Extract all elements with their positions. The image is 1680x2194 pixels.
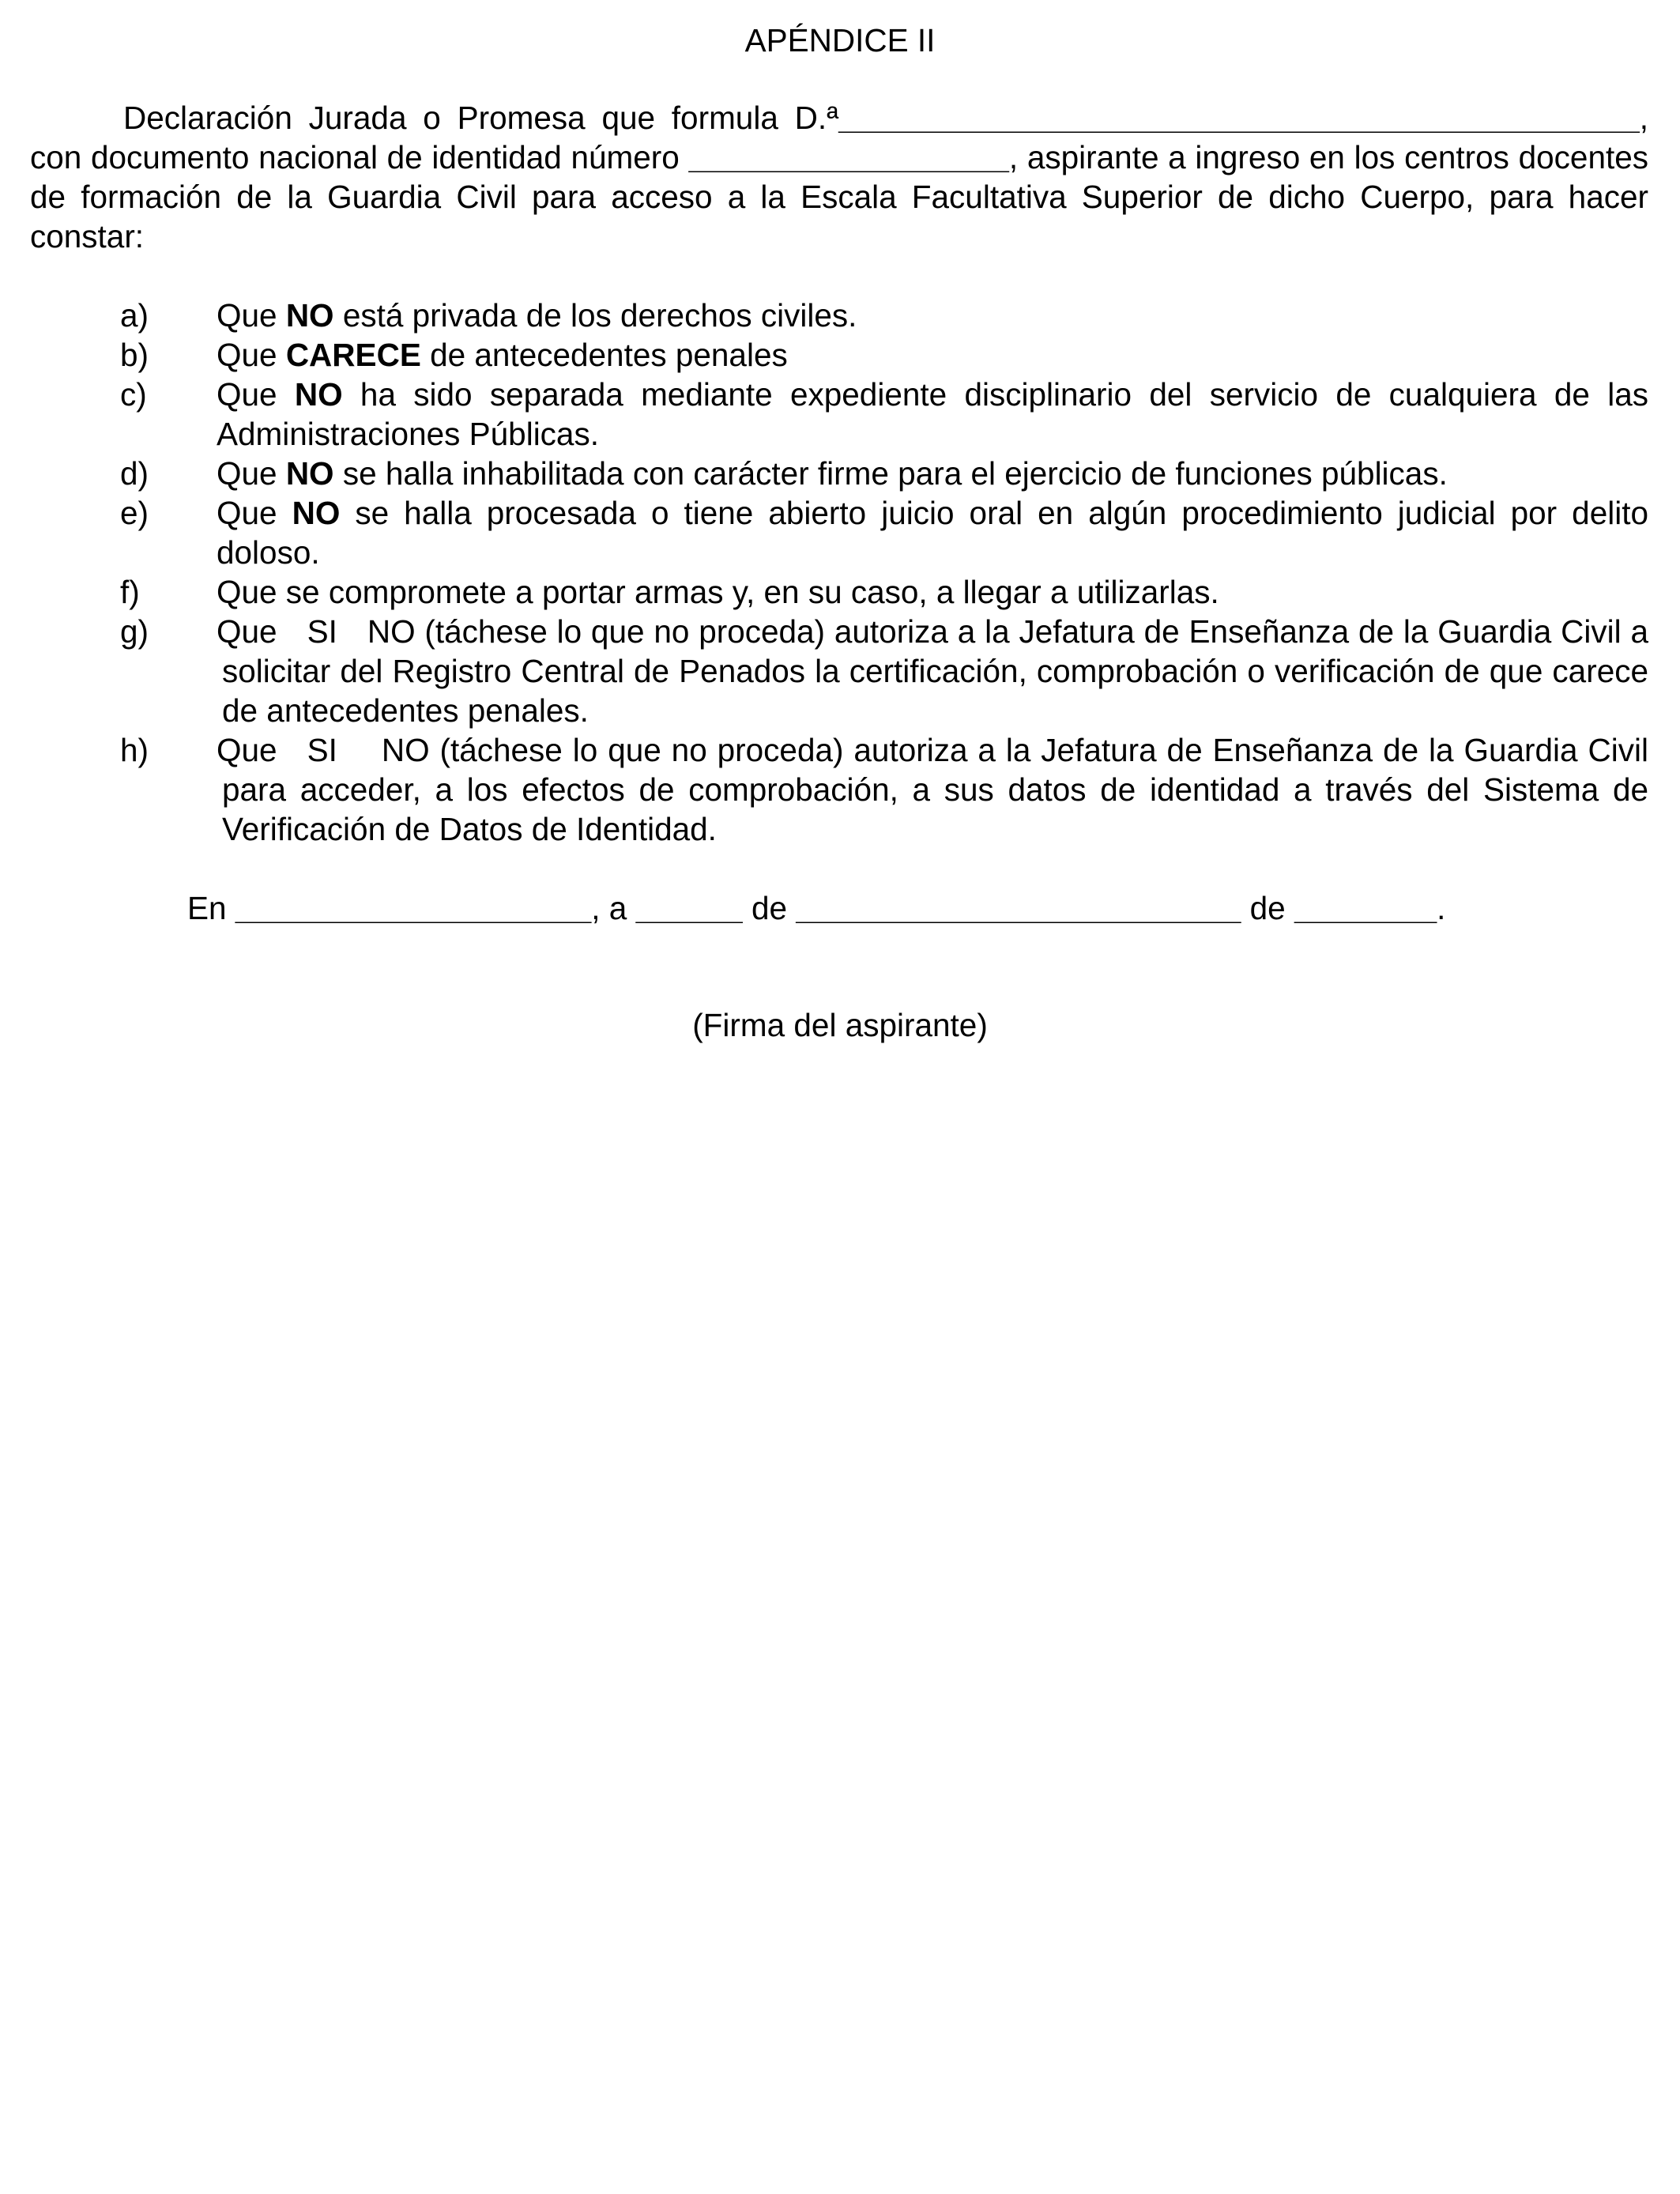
- place-blank-field[interactable]: ____________________: [235, 890, 592, 926]
- declaration-item-e: e) Que NO se halla procesada o tiene abierto juicio oral en algún procedimiento judicial por delito doloso.: [120, 495, 1648, 571]
- declaration-item-f: f) Que se compromete a portar armas y, en su caso, a llegar a utilizarlas.: [120, 574, 1219, 610]
- item-marker: d): [120, 455, 149, 492]
- item-emphasis: CARECE: [285, 337, 421, 373]
- name-blank-field[interactable]: _____________________________________________: [838, 100, 1640, 136]
- declaration-item-b: b) Que CARECE de antecedentes penales: [120, 337, 788, 373]
- intro-text-3: , aspirante a ingreso en los centros docentes de formación de la Guardia Civil para acceso a la Escala Facultativa Superior de dicho Cuerpo, para hacer constar:: [30, 139, 1648, 254]
- place-date-line: En ____________________, a ______ de _________________________ de ________.: [187, 890, 1446, 926]
- declaration-item-d: d) Que NO se halla inhabilitada con carácter firme para el ejercicio de funciones públicas.: [120, 455, 1448, 492]
- item-marker: g): [120, 613, 149, 650]
- item-marker: a): [120, 297, 149, 334]
- declaration-item-g: g) Que SI NO (táchese lo que no proceda) autoriza a la Jefatura de Enseñanza de la Guardia Civil a solicitar del Registro Central de Penados la certificación, comprobación o verificación de que carece de antecedentes penales.: [120, 613, 1648, 729]
- item-emphasis: NO: [285, 297, 334, 334]
- item-marker: h): [120, 732, 149, 768]
- intro-paragraph: [30, 98, 1648, 256]
- item-marker: c): [120, 376, 147, 413]
- declaration-list: [30, 296, 1648, 849]
- month-blank-field[interactable]: _________________________: [796, 890, 1241, 926]
- item-marker: e): [120, 495, 149, 531]
- item-marker: b): [120, 337, 149, 373]
- document-title: APÉNDICE II: [744, 22, 936, 58]
- year-blank-field[interactable]: ________: [1294, 890, 1437, 926]
- day-blank-field[interactable]: ______: [635, 890, 743, 926]
- si-option[interactable]: SI: [307, 732, 337, 768]
- item-emphasis: NO: [292, 495, 341, 531]
- si-option[interactable]: SI: [307, 613, 337, 650]
- item-emphasis: NO: [285, 455, 334, 492]
- no-option-text: NO (táchese lo que no proceda) autoriza a la Jefatura de Enseñanza de la Guardia Civil para acceder, a los efectos de comprobación, a sus datos de identidad a través del Sistema de Verificación de Datos de Identidad.: [222, 732, 1648, 847]
- declaration-item-h: h) Que SI NO (táchese lo que no proceda) autoriza a la Jefatura de Enseñanza de la Guardia Civil para acceder, a los efectos de comprobación, a sus datos de identidad a través del Sistema de Verificación de Datos de Identidad.: [120, 732, 1648, 847]
- item-emphasis: NO: [294, 376, 343, 413]
- intro-text-1: Declaración Jurada o Promesa que formula D.ª: [123, 100, 839, 136]
- no-option-text: NO (táchese lo que no proceda) autoriza a la Jefatura de Enseñanza de la Guardia Civil a solicitar del Registro Central de Penados la certificación, comprobación o verificación de que carece de antecedentes penales.: [222, 613, 1648, 729]
- signature-label: (Firma del aspirante): [692, 1007, 988, 1043]
- item-marker: f): [120, 574, 140, 610]
- declaration-item-c: c) Que NO ha sido separada mediante expediente disciplinario del servicio de cualquiera de las Administraciones Públicas.: [120, 376, 1648, 452]
- dni-blank-field[interactable]: __________________: [688, 139, 1009, 175]
- intro-text-2: , con documento nacional de identidad número: [30, 100, 1648, 175]
- declaration-item-a: a) Que NO está privada de los derechos civiles.: [120, 297, 857, 334]
